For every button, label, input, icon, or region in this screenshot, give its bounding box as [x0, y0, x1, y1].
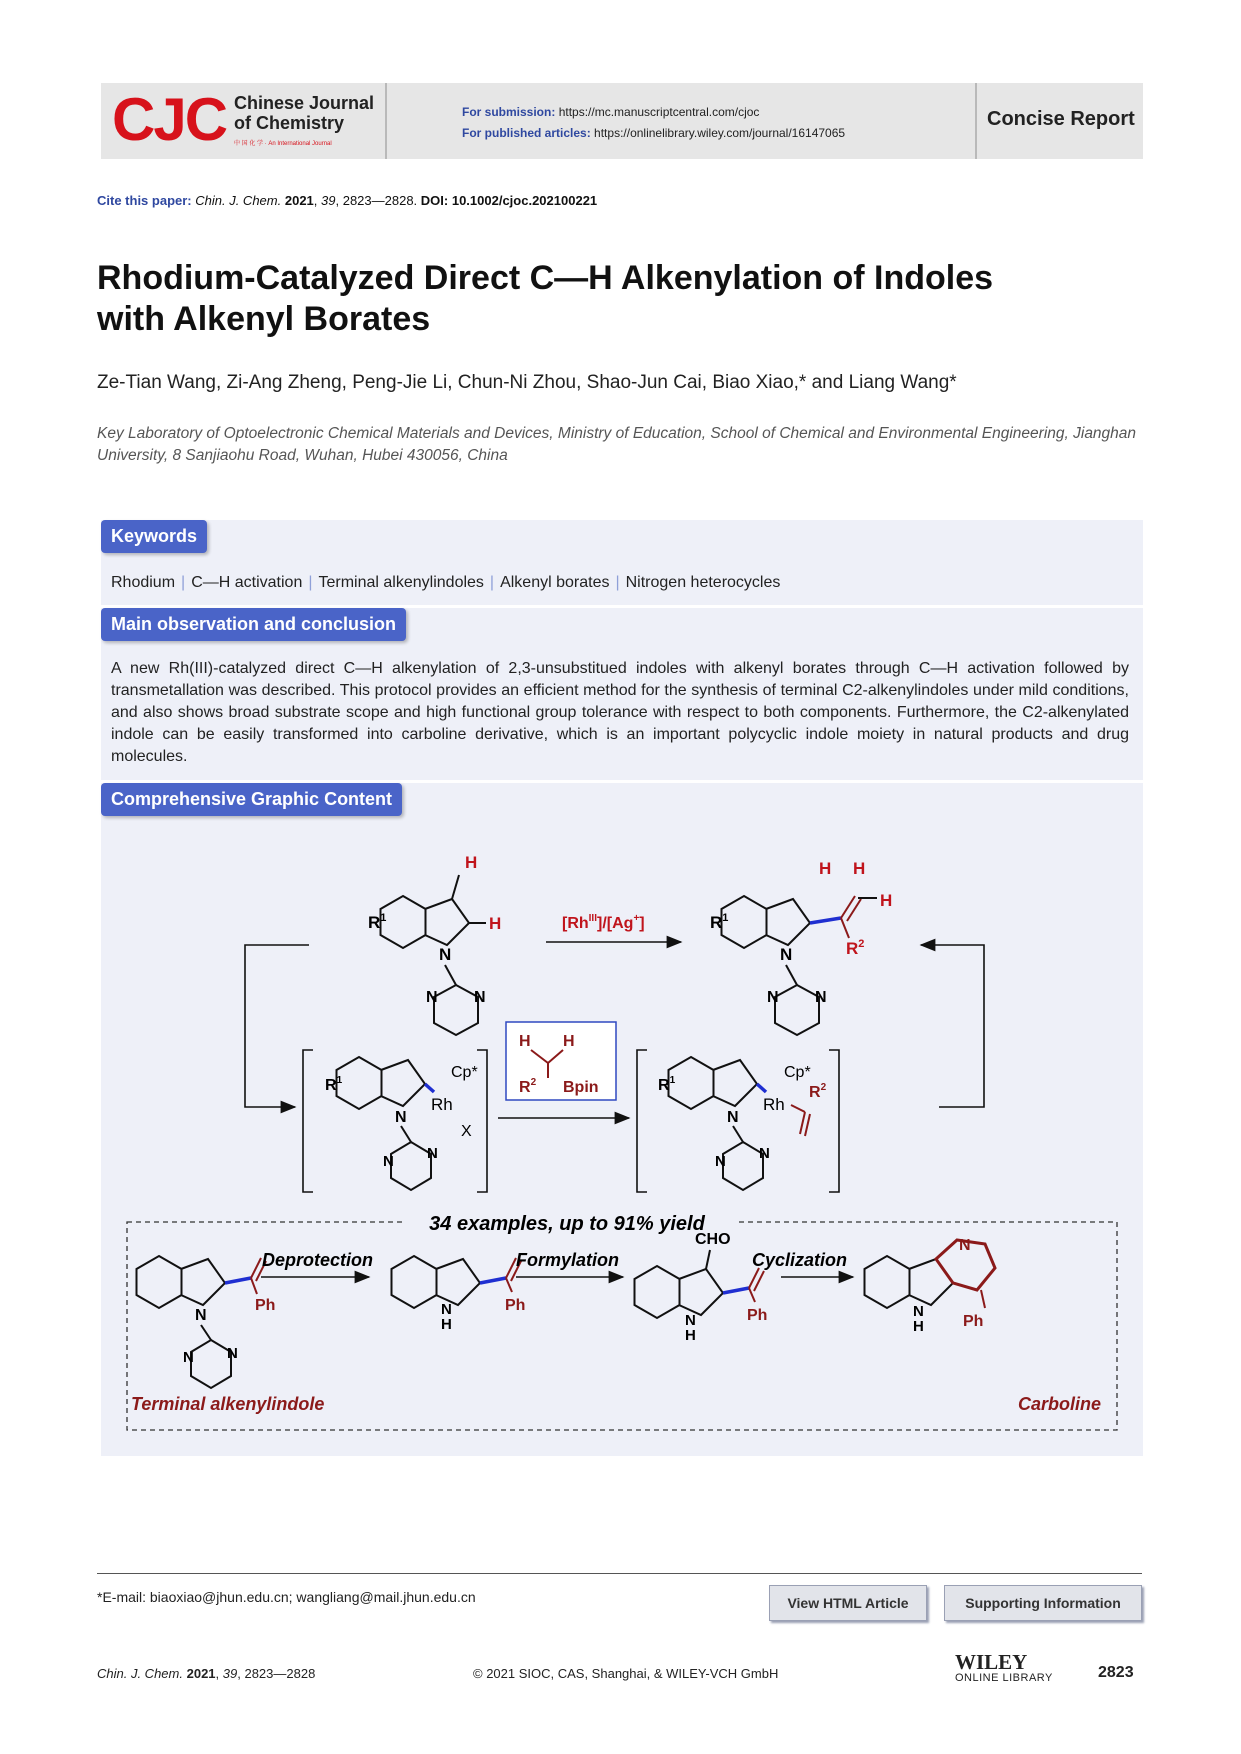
svg-text:N: N: [913, 1303, 924, 1320]
article-type: Concise Report: [987, 108, 1135, 130]
svg-text:H: H: [880, 891, 893, 910]
carboline-caption: Carboline: [1017, 1394, 1101, 1414]
keyword-list: Rhodium | C—H activation | Terminal alkenylindoles | Alkenyl borates | Nitrogen heterocycles: [111, 574, 781, 591]
svg-text:N: N: [427, 1145, 438, 1162]
svg-text:X: X: [461, 1123, 472, 1140]
keyword: Nitrogen heterocycles: [625, 574, 781, 591]
keyword: C—H activation: [191, 574, 303, 591]
wiley-logo: WILEY: [955, 1650, 1028, 1674]
svg-text:H: H: [519, 1033, 531, 1050]
svg-text:R2: $R^2$: [846, 938, 865, 958]
supporting-information-button[interactable]: Supporting Information: [944, 1585, 1142, 1621]
svg-text:Cp*: Cp*: [451, 1064, 478, 1081]
article-title: Rhodium-Catalyzed Direct C—H Alkenylation of Indoles with Alkenyl Borates: [97, 259, 994, 338]
svg-text:Ph: Ph: [505, 1297, 526, 1314]
keyword: Alkenyl borates: [500, 574, 610, 591]
reaction-scheme: [101, 820, 1143, 1456]
yield-summary: 34 examples, up to 91% yield: [429, 1213, 705, 1235]
svg-text:N: N: [815, 989, 827, 1006]
step-cyclization: Cyclization: [752, 1250, 848, 1270]
indole-substrate: [368, 853, 501, 1035]
svg-text:H: H: [441, 1316, 452, 1333]
journal-name: [234, 93, 374, 133]
keywords-panel: [101, 520, 1143, 605]
svg-text:N: N: [685, 1312, 696, 1329]
svg-text:R1: $R^1$: [368, 912, 387, 932]
svg-text:Rh: Rh: [431, 1095, 453, 1114]
wiley-online-library-label: ONLINE LIBRARY: [955, 1672, 1053, 1684]
svg-text:N: N: [474, 989, 486, 1006]
svg-text:R2: $R^2$: [809, 1082, 827, 1101]
keywords-heading: Keywords: [101, 520, 207, 553]
journal-name-line2: of Chemistry: [234, 113, 345, 133]
svg-text:Rh: Rh: [763, 1095, 785, 1114]
author-list: Ze-Tian Wang, Zi-Ang Zheng, Peng-Jie Li, Chun-Ni Zhou, Shao-Jun Cai, Biao Xiao,* and Liang Wang*: [97, 372, 957, 393]
keyword: Rhodium: [111, 574, 176, 591]
journal-name-line1: Chinese Journal: [234, 93, 375, 113]
svg-text:N: N: [227, 1345, 238, 1362]
svg-text:Ph: Ph: [255, 1297, 276, 1314]
copyright: © 2021 SIOC, CAS, Shanghai, & WILEY-VCH GmbH: [473, 1666, 779, 1681]
submission-line: For submission: https://mc.manuscriptcentral.com/cjoc: [462, 105, 760, 119]
carboline: [865, 1237, 996, 1335]
header-divider: [385, 83, 387, 159]
journal-logo: CJC: [112, 86, 227, 153]
svg-text:Ph: Ph: [747, 1307, 768, 1324]
svg-text:N: N: [383, 1153, 394, 1170]
main-observation-heading: Main observation and conclusion: [101, 608, 406, 641]
svg-text:R2: $R^2$: [519, 1077, 537, 1096]
nh-alkenylindole: [392, 1256, 526, 1333]
svg-text:N: N: [959, 1237, 971, 1254]
step-deprotection: Deprotection: [262, 1250, 374, 1270]
svg-text:CHO: CHO: [695, 1231, 731, 1248]
terminal-alkenylindole: [137, 1256, 276, 1388]
formyl-alkenylindole: [635, 1231, 768, 1344]
svg-text:H: H: [465, 853, 478, 872]
svg-text:N: N: [767, 989, 779, 1006]
header-divider: [975, 83, 977, 159]
footer-citation: Chin. J. Chem. 2021, 39, 2823—2828: [97, 1666, 316, 1681]
svg-text:N: N: [426, 989, 438, 1006]
svg-text:[RhIII]/[Ag+]: $[Rh^{III}]/[Ag^+]$: [562, 913, 645, 932]
svg-text:Cp*: Cp*: [784, 1064, 811, 1081]
rhodium-alkenyl-intermediate: [637, 1050, 839, 1192]
submission-link[interactable]: https://mc.manuscriptcentral.com/cjoc: [558, 105, 760, 119]
svg-text:R1: $R^1$: [710, 912, 729, 932]
terminal-alkenylindole-caption: Terminal alkenylindole: [131, 1394, 325, 1414]
doi-link[interactable]: DOI: 10.1002/cjoc.202100221: [420, 193, 598, 208]
svg-text:Bpin: Bpin: [563, 1079, 599, 1096]
svg-text:H: H: [913, 1318, 924, 1335]
published-link[interactable]: https://onlinelibrary.wiley.com/journal/16147065: [594, 126, 846, 140]
page-number: 2823: [1098, 1664, 1134, 1681]
svg-text:N: N: [395, 1109, 407, 1126]
affiliation: Key Laboratory of Optoelectronic Chemical Materials and Devices, Ministry of Education, School of Chemical and Environmental Engineering, Jianghan University, 8 Sanjiaohu Road, Wuhan, Hubei 430056, China: [97, 425, 1137, 464]
svg-text:H: H: [563, 1033, 575, 1050]
svg-text:H: H: [819, 859, 832, 878]
graphic-heading: Comprehensive Graphic Content: [101, 783, 402, 816]
svg-text:N: N: [715, 1153, 726, 1170]
svg-text:N: N: [780, 945, 793, 964]
step-formylation: Formylation: [516, 1250, 620, 1270]
svg-text:N: N: [441, 1301, 452, 1318]
svg-text:H: H: [685, 1327, 696, 1344]
corresponding-email: *E-mail: biaoxiao@jhun.edu.cn; wangliang@mail.jhun.edu.cn: [97, 1589, 476, 1605]
svg-text:N: N: [183, 1349, 194, 1366]
svg-text:N: N: [727, 1109, 739, 1126]
svg-text:N: N: [759, 1145, 770, 1162]
cite-line: Cite this paper: Chin. J. Chem. 2021, 39, 2823—2828. DOI: 10.1002/cjoc.202100221: [97, 193, 598, 208]
svg-text:N: N: [195, 1307, 207, 1324]
svg-text:R1: $R^1$: [325, 1075, 343, 1094]
published-line: For published articles: https://onlinelibrary.wiley.com/journal/16147065: [462, 126, 846, 140]
svg-text:R1: $R^1$: [658, 1075, 676, 1094]
rhodacycle-intermediate: [303, 1050, 487, 1192]
keyword: Terminal alkenylindoles: [318, 574, 484, 591]
svg-text:N: N: [439, 945, 452, 964]
svg-text:H: H: [489, 914, 502, 933]
svg-text:H: H: [853, 859, 866, 878]
footer-divider: [97, 1573, 1142, 1574]
journal-subtitle: 中 国 化 学 · An International Journal: [234, 141, 332, 147]
main-observation-text: A new Rh(III)-catalyzed direct C—H alkenylation of 2,3-unsubstitued indoles with alkenyl borates through C—H activation followed by transmetallation was described. This protocol provides an efficient method for the synthesis of terminal C2-alkenylindoles under mild conditions, and also shows broad substrate scope and high functional group tolerance with respect to both components. Furthermore, the C2-alkenylated indole can be easily transformed into carboline derivative, which is an important polycyclic indole moiety in natural products and drug molecules.: [111, 660, 1129, 765]
svg-text:Ph: Ph: [963, 1313, 984, 1330]
view-html-article-button[interactable]: View HTML Article: [769, 1585, 927, 1621]
alkenylindole-product: [710, 859, 892, 1035]
